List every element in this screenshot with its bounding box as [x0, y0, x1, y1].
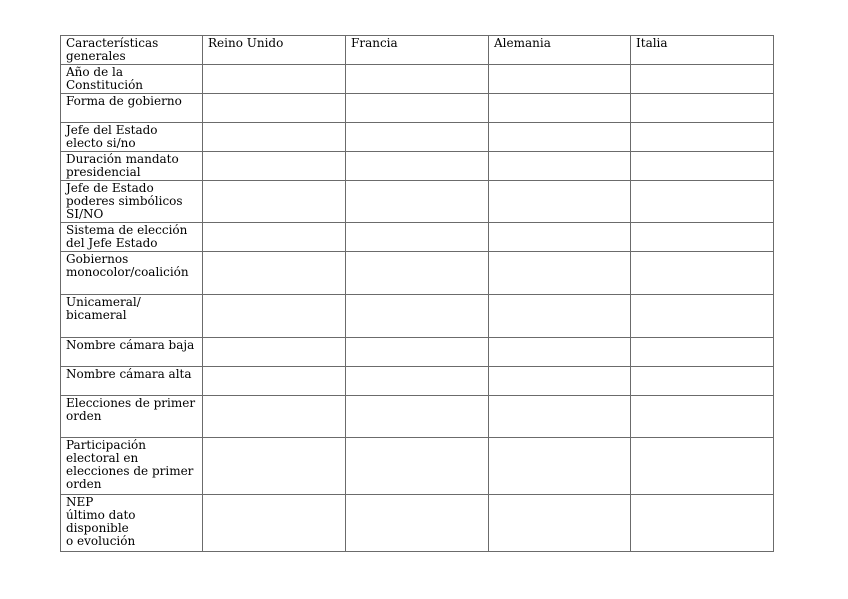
- table-cell: [346, 223, 489, 252]
- row-label: Año de la Constitución: [61, 65, 203, 94]
- table-cell: [631, 295, 774, 338]
- table-row: [61, 65, 774, 94]
- table-cell: [631, 338, 774, 367]
- table-cell: [346, 252, 489, 295]
- table-cell: [489, 65, 631, 94]
- table-cell: [203, 495, 346, 552]
- row-label: Unicameral/ bicameral: [61, 295, 203, 338]
- table-cell: [489, 94, 631, 123]
- table-cell: [489, 396, 631, 438]
- table-cell: [346, 295, 489, 338]
- table-row: [61, 495, 774, 552]
- comparison-table: [60, 35, 774, 552]
- table-row: [61, 338, 774, 367]
- table-cell: [346, 65, 489, 94]
- table-cell: [203, 338, 346, 367]
- table-cell: [631, 65, 774, 94]
- table-cell: [489, 295, 631, 338]
- table-cell: [489, 438, 631, 495]
- table-cell: [203, 367, 346, 396]
- table-cell: [631, 123, 774, 152]
- table-cell: [203, 123, 346, 152]
- table-cell: [203, 252, 346, 295]
- table-cell: [203, 295, 346, 338]
- table-cell: [203, 223, 346, 252]
- table-cell: [203, 152, 346, 181]
- table-cell: [489, 152, 631, 181]
- table-row: [61, 223, 774, 252]
- table-cell: [346, 123, 489, 152]
- table-cell: [346, 181, 489, 223]
- row-label: Duración mandato presidencial: [61, 152, 203, 181]
- table-header-row: [61, 36, 774, 65]
- table-cell: [631, 252, 774, 295]
- header-cell-features: Características generales: [61, 36, 203, 65]
- table-cell: [346, 495, 489, 552]
- row-label: NEP último dato disponible o evolución: [61, 495, 203, 552]
- header-cell-francia: Francia: [346, 36, 489, 65]
- table-cell: [203, 181, 346, 223]
- table-cell: [489, 223, 631, 252]
- table-cell: [631, 94, 774, 123]
- table-row: [61, 94, 774, 123]
- table-cell: [489, 252, 631, 295]
- table-cell: [203, 396, 346, 438]
- row-label: Gobiernos monocolor/coalición: [61, 252, 203, 295]
- table-row: [61, 181, 774, 223]
- table-cell: [631, 396, 774, 438]
- table-cell: [346, 396, 489, 438]
- table-row: [61, 438, 774, 495]
- table-cell: [489, 181, 631, 223]
- table-row: [61, 367, 774, 396]
- row-label: Participación electoral en elecciones de primer orden: [61, 438, 203, 495]
- table-cell: [631, 152, 774, 181]
- table-cell: [489, 123, 631, 152]
- table-row: [61, 152, 774, 181]
- row-label: Jefe del Estado electo si/no: [61, 123, 203, 152]
- table-cell: [489, 338, 631, 367]
- header-cell-reino-unido: Reino Unido: [203, 36, 346, 65]
- table-cell: [631, 181, 774, 223]
- row-label: Elecciones de primer orden: [61, 396, 203, 438]
- table-cell: [489, 367, 631, 396]
- header-cell-alemania: Alemania: [489, 36, 631, 65]
- row-label: Nombre cámara baja: [61, 338, 203, 367]
- table-cell: [203, 438, 346, 495]
- table-cell: [631, 223, 774, 252]
- table-cell: [203, 94, 346, 123]
- row-label: Sistema de elección del Jefe Estado: [61, 223, 203, 252]
- table-cell: [631, 367, 774, 396]
- table-row: [61, 252, 774, 295]
- row-label: Jefe de Estado poderes simbólicos SI/NO: [61, 181, 203, 223]
- table-row: [61, 295, 774, 338]
- table-cell: [203, 65, 346, 94]
- table-cell: [346, 338, 489, 367]
- table-row: [61, 123, 774, 152]
- table-cell: [346, 94, 489, 123]
- row-label: Nombre cámara alta: [61, 367, 203, 396]
- table-cell: [489, 495, 631, 552]
- table-cell: [346, 367, 489, 396]
- table-cell: [631, 495, 774, 552]
- header-cell-italia: Italia: [631, 36, 774, 65]
- row-label: Forma de gobierno: [61, 94, 203, 123]
- table-cell: [346, 152, 489, 181]
- table-cell: [631, 438, 774, 495]
- table-row: [61, 396, 774, 438]
- table-cell: [346, 438, 489, 495]
